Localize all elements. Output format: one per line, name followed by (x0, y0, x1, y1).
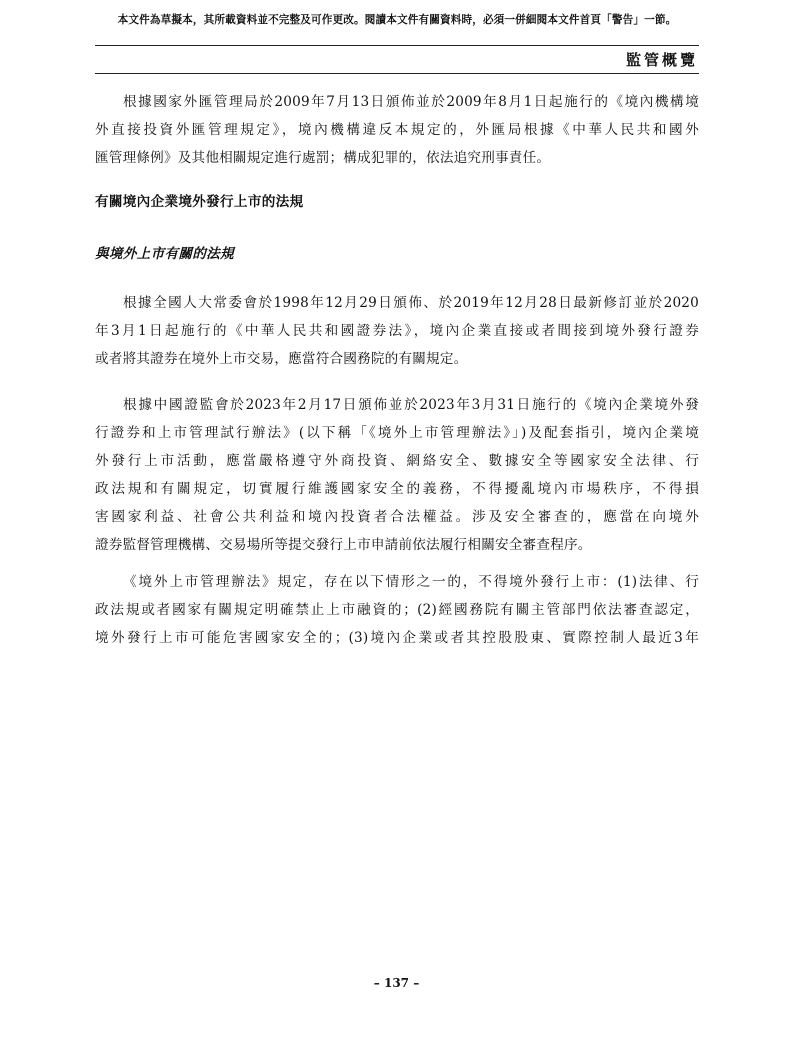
section-title: 監管概覽 (625, 51, 698, 69)
header-rule-bottom (95, 73, 699, 74)
paragraph-line: 證券監督管理機構、交易場所等提交發行上市申請前依法履行相關安全審查程序。 (95, 537, 592, 553)
paragraph-line: 年3月1日起施行的《中華人民共和國證券法》，境內企業直接或者間接到境外發行證券 (95, 323, 699, 339)
paragraph-forex-regulation (95, 88, 699, 172)
paragraph-line: 政法規和有關規定，切實履行維護國家安全的義務，不得擾亂境內市場秩序，不得損 (95, 481, 699, 497)
subheading-overseas-listing-laws: 與境外上市有關的法規 (95, 246, 234, 262)
paragraph-line: 外直接投資外匯管理規定》，境內機構違反本規定的，外匯局根據《中華人民共和國外 (95, 122, 699, 138)
paragraph-csrc-trial-measures (95, 391, 699, 559)
draft-disclaimer: 本文件為草擬本，其所載資料並不完整及可作更改。閱讀本文件有關資料時，必須一併細閱本文件首頁「警告」一節。 (117, 14, 677, 26)
paragraph-line: 害國家利益、社會公共利益和境內投資者合法權益。涉及安全審查的，應當在向境外 (95, 509, 699, 525)
paragraph-line: 根據國家外匯管理局於2009年7月13日頒佈並於2009年8月1日起施行的《境內機構境 (123, 94, 699, 110)
header-rule-top (95, 45, 699, 46)
paragraph-line: 《境外上市管理辦法》規定，存在以下情形之一的，不得境外發行上市：(1)法律、行 (123, 574, 699, 590)
paragraph-line: 境外發行上市可能危害國家安全的；(3)境內企業或者其控股股東、實際控制人最近3年 (95, 630, 699, 646)
paragraph-line: 外發行上市活動，應當嚴格遵守外商投資、網絡安全、數據安全等國家安全法律、行 (95, 453, 699, 469)
paragraph-line: 行證券和上市管理試行辦法》(以下稱「《境外上市管理辦法》」)及配套指引，境內企業境 (95, 425, 699, 441)
paragraph-line: 或者將其證券在境外上市交易，應當符合國務院的有關規定。 (95, 351, 468, 367)
paragraph-line: 政法規或者國家有關規定明確禁止上市融資的；(2)經國務院有關主管部門依法審查認定， (95, 602, 699, 618)
paragraph-securities-law (95, 289, 699, 373)
paragraph-line: 匯管理條例》及其他相關規定進行處罰；構成犯罪的，依法追究刑事責任。 (95, 150, 551, 166)
heading-overseas-listing-regulations: 有關境內企業境外發行上市的法規 (95, 194, 304, 210)
page-number: – 137 – (373, 976, 420, 990)
paragraph-line: 根據中國證監會於2023年2月17日頒佈並於2023年3月31日施行的《境內企業境外發 (123, 397, 699, 413)
paragraph-line: 根據全國人大常委會於1998年12月29日頒佈、於2019年12月28日最新修訂並於2020 (123, 295, 699, 311)
paragraph-listing-prohibitions (95, 568, 699, 652)
